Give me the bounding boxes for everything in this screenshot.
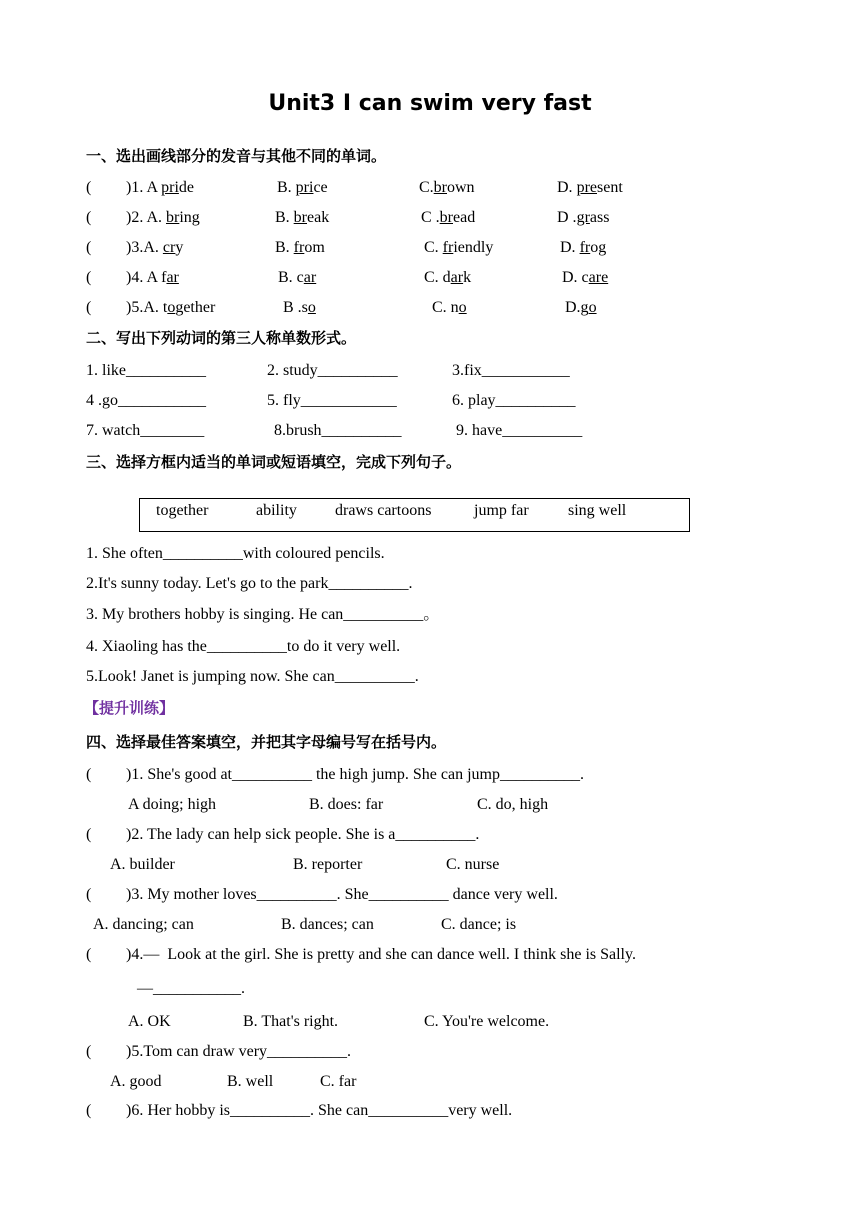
question-text: )2. The lady can help sick people. She is a__________. <box>126 826 480 843</box>
option: A. OK <box>128 1013 171 1030</box>
option-a: )3.A. cry <box>126 239 184 256</box>
option-a: )1. A pride <box>126 179 195 196</box>
answer-paren: ( <box>86 209 92 226</box>
answer-paren: ( <box>86 299 92 316</box>
verb-item: 4 .go___________ <box>86 392 206 409</box>
option-d: D. present <box>557 179 623 196</box>
option-d: D. frog <box>560 239 607 256</box>
question-text: )1. She's good at__________ the high jump. She can jump__________. <box>126 766 584 783</box>
option: A doing; high <box>128 796 217 813</box>
answer-paren: ( <box>86 179 92 196</box>
option-b: B. from <box>275 239 325 256</box>
verb-item: 2. study__________ <box>267 362 398 379</box>
option-b: B. price <box>277 179 328 196</box>
box-word: ability <box>256 502 297 519</box>
answer-paren: ( <box>86 269 92 286</box>
verb-item: 7. watch________ <box>86 422 205 439</box>
question-text: )4.— Look at the girl. She is pretty and she can dance well. I think she is Sally. <box>126 946 636 963</box>
answer-paren: ( <box>86 1043 92 1060</box>
option-d: D. care <box>562 269 609 286</box>
option: C. You're welcome. <box>424 1013 550 1030</box>
option-b: B. break <box>275 209 330 226</box>
option-c: C. friendly <box>424 239 494 256</box>
section-2-heading: 二、写出下列动词的第三人称单数形式。 <box>86 329 357 347</box>
option-a: )5.A. together <box>126 299 216 316</box>
verb-item: 6. play__________ <box>452 392 576 409</box>
box-word: together <box>156 502 209 519</box>
answer-paren: ( <box>86 239 92 256</box>
answer-paren: ( <box>86 1102 92 1119</box>
option: A. dancing; can <box>93 916 194 933</box>
option-b: B. car <box>278 269 317 286</box>
option-a: )2. A. bring <box>126 209 200 226</box>
question-text: )3. My mother loves__________. She__________ dance very well. <box>126 886 558 903</box>
option: A. builder <box>110 856 175 873</box>
option: A. good <box>110 1073 162 1090</box>
option: B. does: far <box>309 796 384 813</box>
fill-sentence: 1. She often__________with coloured pencils. <box>86 545 385 562</box>
option: B. reporter <box>293 856 363 873</box>
option: B. That's right. <box>243 1013 339 1030</box>
option-a: )4. A far <box>126 269 179 286</box>
verb-item: 1. like__________ <box>86 362 206 379</box>
option: C. nurse <box>446 856 500 873</box>
option-d: D.go <box>565 299 597 316</box>
option-c: C. dark <box>424 269 472 286</box>
option-d: D .grass <box>557 209 610 226</box>
option-c: C .bread <box>421 209 476 226</box>
box-word: jump far <box>474 502 529 519</box>
verb-item: 8.brush__________ <box>274 422 402 439</box>
option-c: C. no <box>432 299 467 316</box>
option: B. dances; can <box>281 916 374 933</box>
option: C. do, high <box>477 796 549 813</box>
fill-sentence: 4. Xiaoling has the__________to do it very well. <box>86 638 401 655</box>
answer-paren: ( <box>86 766 92 783</box>
verb-item: 9. have__________ <box>456 422 583 439</box>
option-b: B .so <box>283 299 316 316</box>
option: B. well <box>227 1073 274 1090</box>
verb-item: 5. fly____________ <box>267 392 397 409</box>
section-4-heading: 四、选择最佳答案填空，并把其字母编号写在括号内。 <box>86 733 447 751</box>
answer-paren: ( <box>86 886 92 903</box>
fill-sentence: 3. My brothers hobby is singing. He can__________。 <box>86 606 440 623</box>
answer-paren: ( <box>86 946 92 963</box>
section-1-heading: 一、选出画线部分的发音与其他不同的单词。 <box>86 147 387 165</box>
option-c: C.brown <box>419 179 475 196</box>
box-word: draws cartoons <box>335 502 432 519</box>
improve-training-label: 【提升训练】 <box>84 699 175 717</box>
box-word: sing well <box>568 502 627 519</box>
option: C. dance; is <box>441 916 517 933</box>
question-text: )6. Her hobby is__________. She can__________very well. <box>126 1102 513 1119</box>
verb-item: 3.fix___________ <box>452 362 570 379</box>
section-3-heading: 三、选择方框内适当的单词或短语填空，完成下列句子。 <box>86 453 462 471</box>
option: C. far <box>320 1073 357 1090</box>
fill-sentence: 5.Look! Janet is jumping now. She can__________. <box>86 668 419 685</box>
answer-paren: ( <box>86 826 92 843</box>
page-title: Unit3 I can swim very fast <box>268 91 592 116</box>
reply-line: —___________. <box>137 980 245 997</box>
fill-sentence: 2.It's sunny today. Let's go to the park__________. <box>86 575 413 592</box>
question-text: )5.Tom can draw very__________. <box>126 1043 352 1060</box>
